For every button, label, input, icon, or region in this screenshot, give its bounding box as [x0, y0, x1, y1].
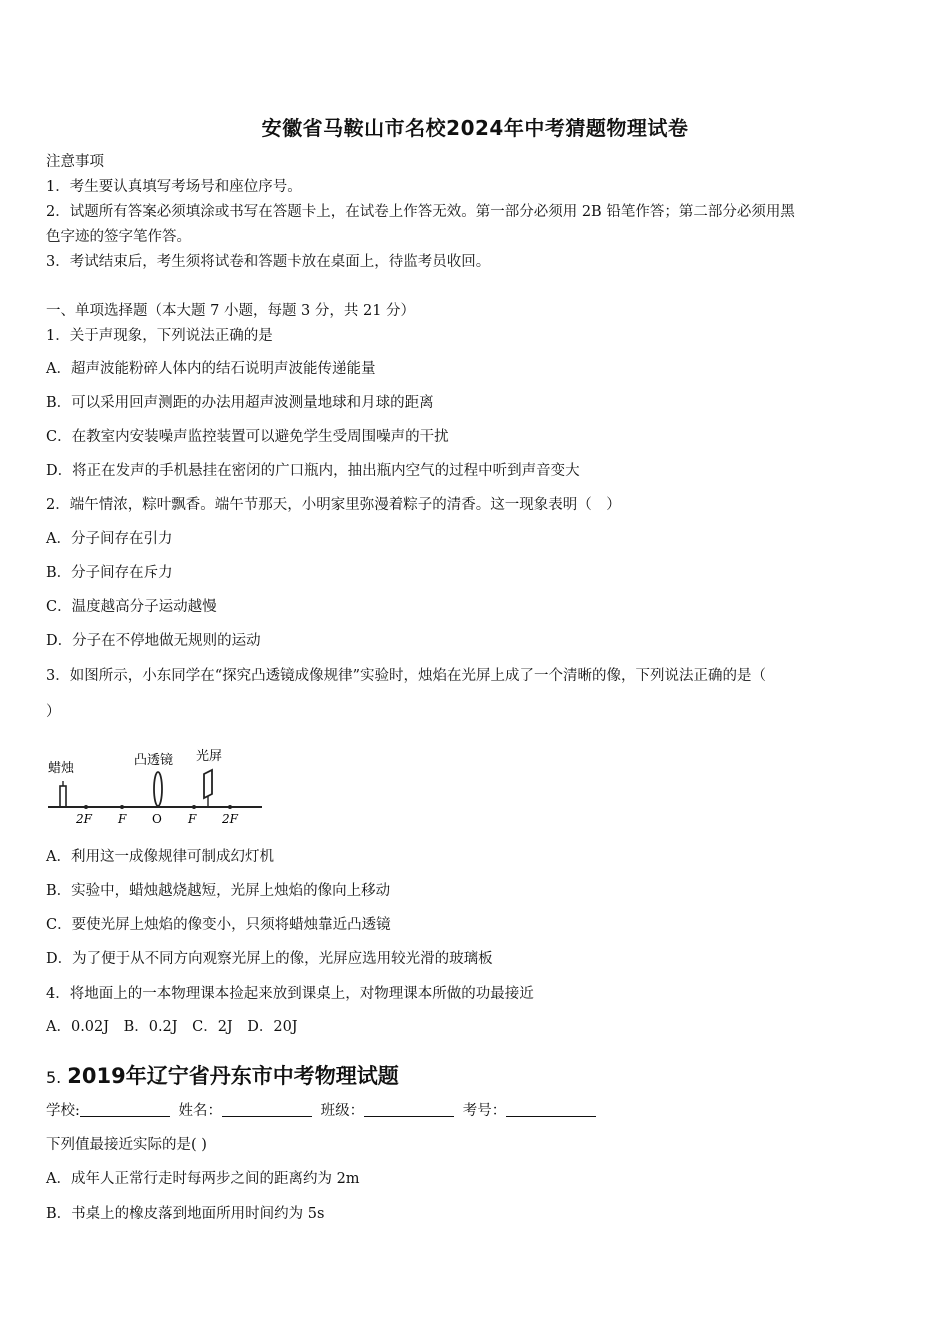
label-lens: 凸透镜 — [134, 753, 174, 768]
tick-label-2f-left: 2F — [76, 812, 92, 826]
field-exam-id-blank[interactable] — [506, 1102, 596, 1117]
q1-stem: 1．关于声现象，下列说法正确的是 — [46, 328, 273, 344]
field-name-label: 姓名： — [178, 1103, 222, 1119]
field-class-label: 班级： — [320, 1103, 365, 1119]
q5-option-a: A．成年人正常行走时每两步之间的距离约为 2m — [46, 1171, 360, 1187]
q3-option-a: A．利用这一成像规律可制成幻灯机 — [46, 849, 274, 865]
q2-option-b: B．分子间存在斥力 — [46, 565, 173, 581]
section-heading: 一、单项选择题（本大题 7 小题，每题 3 分，共 21 分） — [46, 303, 416, 319]
tick-label-2f-right: 2F — [222, 812, 238, 826]
q5-stem: 下列值最接近实际的是( ) — [46, 1137, 207, 1153]
q1-option-b: B．可以采用回声测距的办法用超声波测量地球和月球的距离 — [46, 395, 434, 411]
q3-option-b: B．实验中，蜡烛越烧越短，光屏上烛焰的像向上移动 — [46, 883, 391, 899]
q1-option-d: D．将正在发声的手机悬挂在密闭的广口瓶内，抽出瓶内空气的过程中听到声音变大 — [46, 463, 580, 479]
exam-title: 安徽省马鞍山市名校2024年中考猜题物理试卷 — [261, 116, 689, 140]
notice-1: 1．考生要认真填写考场号和座位序号。 — [46, 179, 302, 195]
tick-2f-right — [228, 805, 232, 809]
tick-label-o: O — [152, 812, 162, 826]
label-screen: 光屏 — [196, 749, 223, 764]
q2-option-a: A．分子间存在引力 — [46, 531, 173, 547]
q3-option-c: C．要使光屏上烛焰的像变小，只须将蜡烛靠近凸透镜 — [46, 917, 391, 933]
field-name-blank[interactable] — [222, 1102, 312, 1117]
tick-f-right — [192, 805, 196, 809]
q4-options: A．0.02J B．0.2J C．2J D．20J — [46, 1019, 298, 1035]
convex-lens-icon — [154, 772, 162, 806]
field-school-label: 学校: — [46, 1103, 80, 1119]
q5-option-b: B．书桌上的橡皮落到地面所用时间约为 5s — [46, 1206, 325, 1222]
field-school-blank[interactable] — [80, 1102, 170, 1117]
tick-f-left — [120, 805, 124, 809]
q1-option-a: A．超声波能粉碎人体内的结石说明声波能传递能量 — [46, 361, 376, 377]
field-class-blank[interactable] — [364, 1102, 454, 1117]
student-info-fields — [46, 1101, 600, 1121]
tick-2f-left — [84, 805, 88, 809]
label-candle: 蜡烛 — [48, 761, 75, 776]
q5-title: 2019年辽宁省丹东市中考物理试题 — [67, 1064, 399, 1088]
screen-icon — [204, 770, 212, 798]
tick-label-f-right: F — [188, 812, 197, 826]
q2-stem: 2．端午情浓，粽叶飘香。端午节那天，小明家里弥漫着粽子的清香。这一现象表明（ ） — [46, 497, 621, 513]
q3-option-d: D．为了便于从不同方向观察光屏上的像，光屏应选用较光滑的玻璃板 — [46, 951, 493, 967]
q1-option-c: C．在教室内安装噪声监控装置可以避免学生受周围噪声的干扰 — [46, 429, 449, 445]
q5-heading — [46, 1060, 399, 1090]
q4-stem: 4．将地面上的一本物理课本捡起来放到课桌上，对物理课本所做的功最接近 — [46, 986, 534, 1002]
q2-option-c: C．温度越高分子运动越慢 — [46, 599, 217, 615]
field-exam-id-label: 考号： — [462, 1103, 507, 1119]
notice-3: 3．考试结束后，考生须将试卷和答题卡放在桌面上，待监考员收回。 — [46, 254, 491, 270]
q5-number: 5. — [46, 1068, 62, 1087]
notice-heading: 注意事项 — [46, 154, 104, 170]
q3-stem: 3．如图所示，小东同学在“探究凸透镜成像规律”实验时，烛焰在光屏上成了一个清晰的像，下列说法正确的是（ — [46, 668, 767, 684]
lens-experiment-diagram — [44, 744, 264, 826]
candle-icon — [60, 786, 66, 807]
notice-2-cont: 色字迹的签字笔作答。 — [46, 229, 191, 245]
tick-label-f-left: F — [118, 812, 127, 826]
q3-stem-cont: ） — [46, 704, 61, 720]
q2-option-d: D．分子在不停地做无规则的运动 — [46, 633, 261, 649]
notice-2: 2．试题所有答案必须填涂或书写在答题卡上，在试卷上作答无效。第一部分必须用 2B 铅笔作答；第二部分必须用黑 — [46, 204, 795, 220]
